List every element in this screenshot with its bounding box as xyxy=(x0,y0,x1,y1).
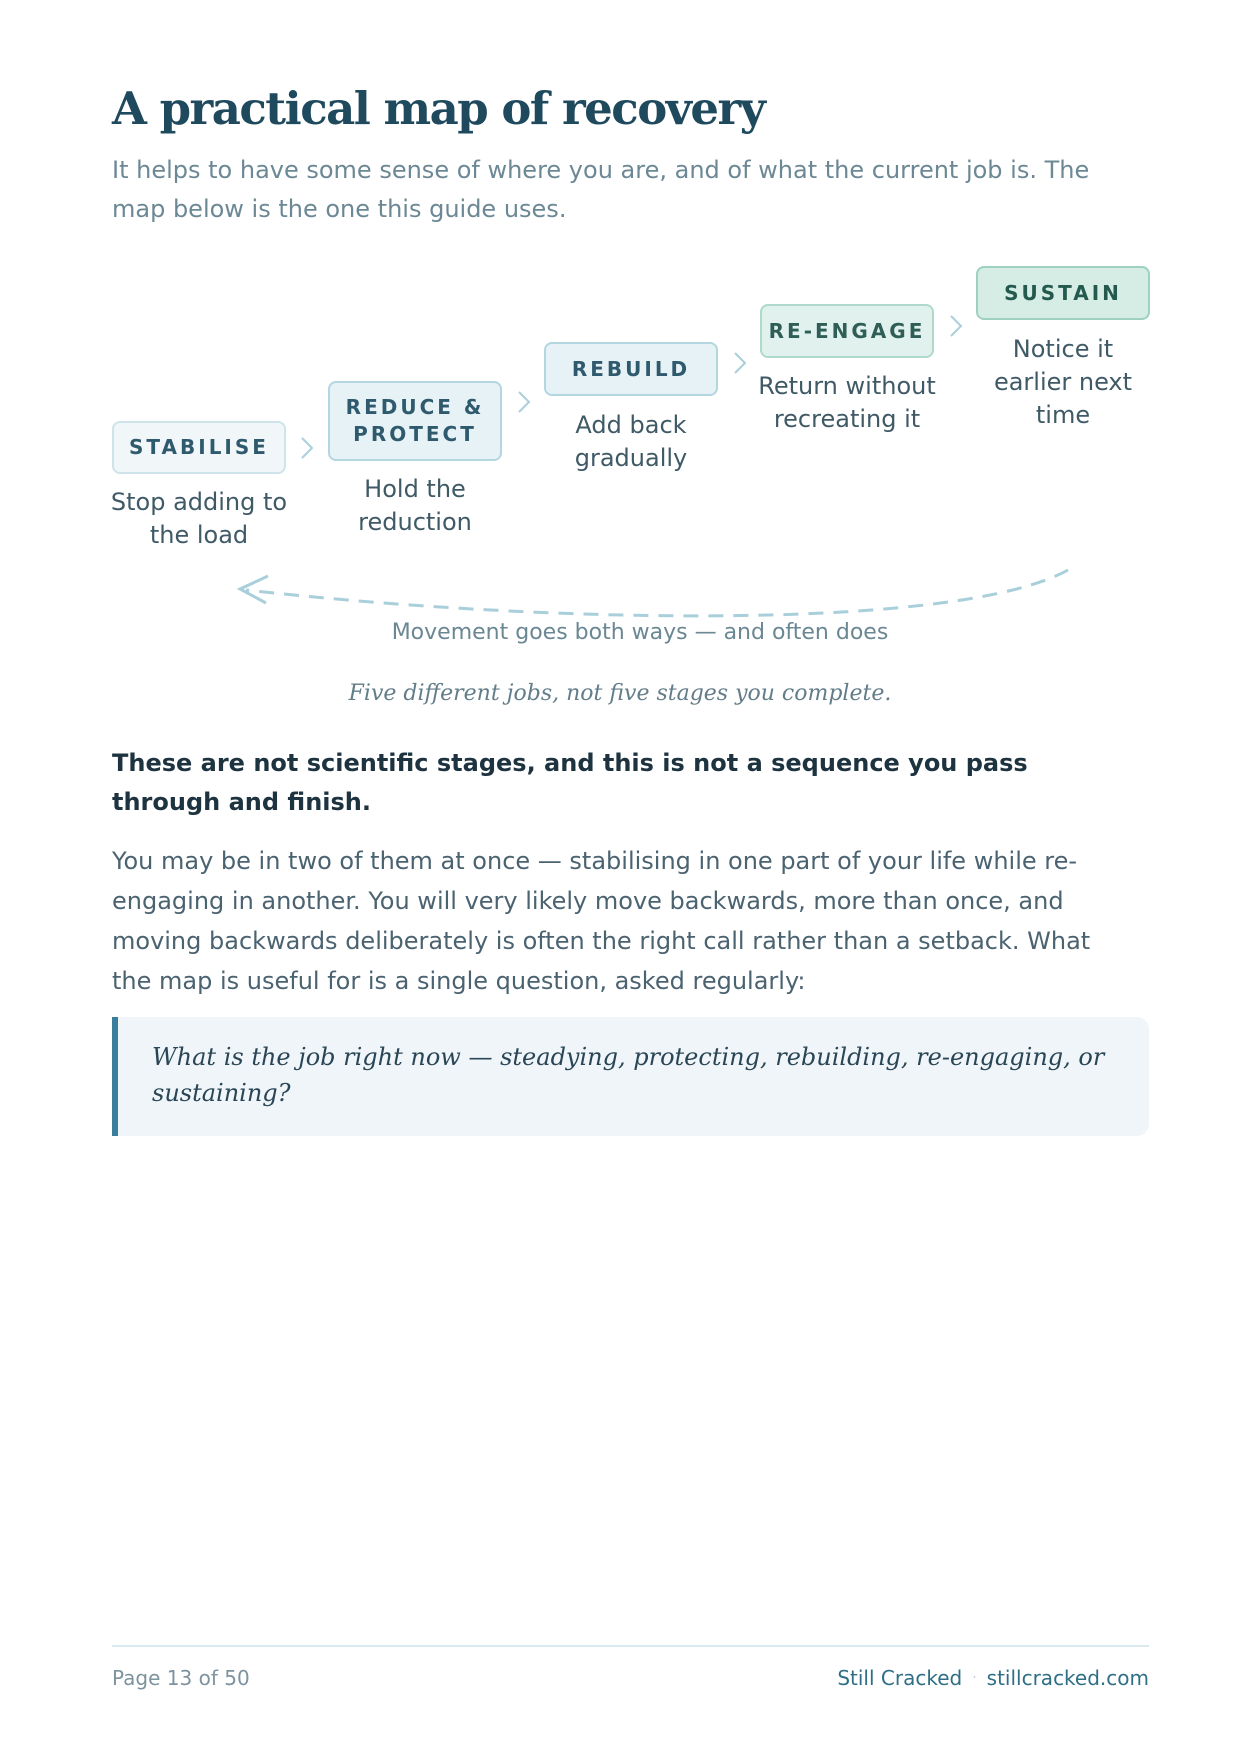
stage-box-rebuild: REBUILD xyxy=(544,342,718,396)
diagram-caption: Five different jobs, not five stages you complete. xyxy=(348,681,892,706)
stage-box-re-engage: RE-ENGAGE xyxy=(760,304,934,358)
footer-separator: · xyxy=(972,1670,977,1686)
intro-text: It helps to have some sense of where you are, and of what the current job is. The map below is the one this guide uses. xyxy=(112,156,1090,223)
backwards-cycle-arrow xyxy=(0,0,1242,720)
page-title: A practical map of recovery xyxy=(112,82,765,135)
body-paragraph: You may be in two of them at once — stabilising in one part of your life while re-engaging in another. You will very likely move backwards, more than once, and moving backwards deliberately is often the right call rather than a setback. What the map is useful for is a single question, asked regularly: xyxy=(112,847,1091,995)
stage-desc-stabilise: Stop adding to the load xyxy=(110,488,288,549)
footer-brand xyxy=(837,1666,1149,1690)
stage-desc-rebuild: Add back gradually xyxy=(574,411,688,472)
stage-desc-sustain: Notice it earlier next time xyxy=(993,335,1133,429)
page-number: Page 13 of 50 xyxy=(112,1666,250,1690)
brand-name: Still Cracked xyxy=(837,1666,963,1690)
stage-desc-re-engage: Return without recreating it xyxy=(758,372,936,433)
site-link[interactable]: stillcracked.com xyxy=(986,1666,1149,1690)
stage-box-reduce-protect: REDUCE & PROTECT xyxy=(328,381,502,461)
recovery-map-diagram xyxy=(0,0,1242,720)
cycle-label: Movement goes both ways — and often does xyxy=(391,620,889,645)
callout-text: What is the job right now — steadying, protecting, rebuilding, re-engaging, or sustaining? xyxy=(152,1043,1105,1107)
lead-statement: These are not scientific stages, and this is not a sequence you pass through and finish. xyxy=(112,749,1028,816)
footer-divider xyxy=(112,1645,1149,1647)
stage-box-stabilise: STABILISE xyxy=(112,421,286,474)
stage-box-sustain: SUSTAIN xyxy=(976,266,1150,320)
stage-desc-reduce-protect: Hold the reduction xyxy=(358,475,472,536)
question-callout xyxy=(112,1017,1149,1136)
